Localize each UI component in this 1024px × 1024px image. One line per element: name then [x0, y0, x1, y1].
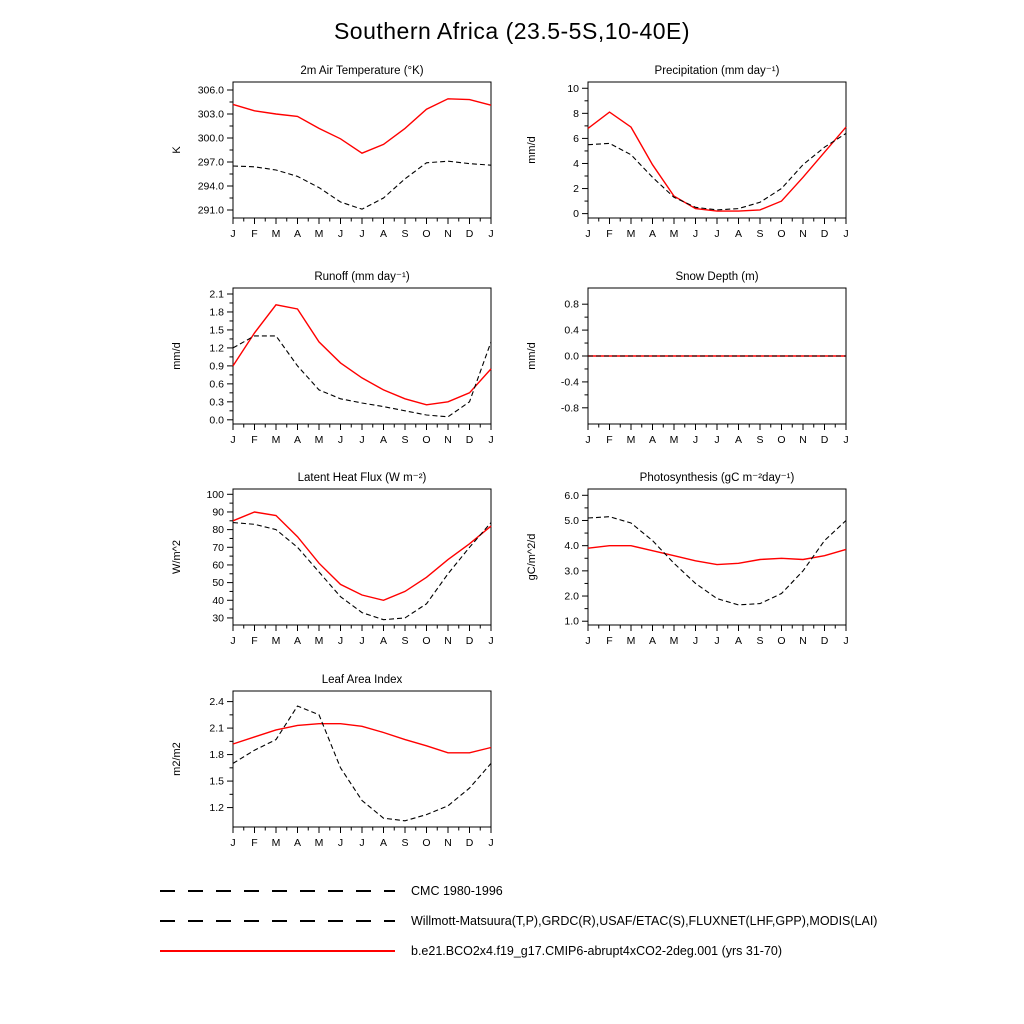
svg-text:A: A — [379, 837, 388, 849]
legend-row-model — [160, 936, 877, 966]
svg-text:F: F — [251, 434, 258, 446]
svg-text:A: A — [734, 434, 743, 446]
svg-text:70: 70 — [212, 541, 224, 554]
svg-text:J: J — [359, 434, 365, 446]
svg-text:4: 4 — [573, 157, 579, 170]
page-title: Southern Africa (23.5-5S,10-40E) — [333, 18, 691, 44]
svg-text:J: J — [843, 228, 849, 240]
svg-text:A: A — [379, 635, 388, 647]
svg-text:303.0: 303.0 — [197, 108, 224, 121]
svg-text:J: J — [692, 228, 699, 240]
svg-text:0: 0 — [573, 208, 579, 221]
svg-text:Photosynthesis (gC m⁻²day⁻¹): Photosynthesis (gC m⁻²day⁻¹) — [639, 472, 795, 484]
svg-text:M: M — [271, 228, 281, 240]
svg-text:N: N — [444, 837, 452, 849]
svg-text:W/m^2: W/m^2 — [171, 540, 183, 574]
svg-text:A: A — [648, 228, 657, 240]
svg-text:0.4: 0.4 — [564, 324, 579, 337]
svg-text:A: A — [648, 434, 657, 446]
svg-text:S: S — [401, 635, 409, 647]
svg-text:3.0: 3.0 — [564, 565, 579, 578]
svg-text:2.0: 2.0 — [564, 590, 579, 603]
svg-text:D: D — [465, 228, 474, 240]
svg-text:M: M — [314, 228, 324, 240]
svg-text:S: S — [756, 228, 764, 240]
svg-text:K: K — [171, 146, 183, 154]
svg-text:gC/m^2/d: gC/m^2/d — [526, 533, 538, 581]
svg-text:0.9: 0.9 — [209, 360, 224, 373]
legend-row-obs-willmott — [160, 906, 877, 936]
svg-text:80: 80 — [212, 524, 224, 537]
svg-text:A: A — [379, 228, 388, 240]
svg-text:F: F — [606, 635, 613, 647]
svg-text:J: J — [843, 434, 849, 446]
svg-text:J: J — [585, 228, 591, 240]
svg-text:300.0: 300.0 — [197, 132, 224, 145]
svg-text:A: A — [648, 635, 657, 647]
svg-text:M: M — [314, 434, 324, 446]
legend-label: CMC 1980-1996 — [411, 884, 503, 898]
chart-svg — [165, 671, 501, 859]
svg-text:D: D — [465, 837, 474, 849]
svg-text:J: J — [230, 228, 236, 240]
chart-latent-heat-flux — [165, 469, 501, 657]
chart-leaf-area-index — [165, 671, 501, 859]
svg-text:30: 30 — [212, 612, 224, 625]
chart-2m-air-temperature — [165, 62, 501, 250]
svg-text:S: S — [401, 434, 409, 446]
svg-text:1.2: 1.2 — [209, 802, 224, 815]
svg-text:D: D — [820, 228, 829, 240]
svg-text:J: J — [359, 635, 365, 647]
svg-text:2m Air Temperature (°K): 2m Air Temperature (°K) — [300, 65, 424, 77]
legend — [160, 876, 877, 966]
svg-text:mm/d: mm/d — [526, 342, 538, 370]
svg-text:J: J — [230, 635, 236, 647]
svg-text:J: J — [230, 837, 236, 849]
svg-text:N: N — [444, 434, 452, 446]
svg-text:Latent Heat Flux (W m⁻²): Latent Heat Flux (W m⁻²) — [297, 472, 427, 484]
svg-text:J: J — [585, 434, 591, 446]
svg-text:A: A — [734, 635, 743, 647]
svg-text:306.0: 306.0 — [197, 84, 224, 97]
svg-text:N: N — [444, 228, 452, 240]
svg-text:m2/m2: m2/m2 — [171, 742, 183, 776]
svg-text:10: 10 — [567, 82, 579, 95]
chart-svg — [165, 268, 501, 456]
svg-text:J: J — [692, 635, 699, 647]
chart-runoff — [165, 268, 501, 456]
svg-text:50: 50 — [212, 577, 224, 590]
svg-text:M: M — [314, 837, 324, 849]
svg-text:N: N — [799, 434, 807, 446]
svg-text:Snow Depth (m): Snow Depth (m) — [675, 271, 759, 283]
svg-text:F: F — [251, 228, 258, 240]
svg-text:O: O — [777, 635, 786, 647]
svg-text:J: J — [843, 635, 849, 647]
svg-text:J: J — [692, 434, 699, 446]
svg-text:Runoff (mm day⁻¹): Runoff (mm day⁻¹) — [314, 271, 410, 283]
svg-text:O: O — [422, 434, 431, 446]
svg-text:N: N — [799, 635, 807, 647]
svg-text:90: 90 — [212, 506, 224, 519]
svg-text:O: O — [777, 434, 786, 446]
svg-text:A: A — [293, 635, 302, 647]
svg-text:D: D — [820, 434, 829, 446]
svg-text:F: F — [606, 228, 613, 240]
svg-text:J: J — [714, 434, 720, 446]
svg-text:J: J — [585, 635, 591, 647]
svg-text:1.8: 1.8 — [209, 749, 224, 762]
svg-text:J: J — [488, 635, 494, 647]
svg-text:M: M — [626, 635, 636, 647]
svg-text:O: O — [777, 228, 786, 240]
svg-text:M: M — [271, 635, 281, 647]
svg-text:M: M — [271, 434, 281, 446]
svg-text:S: S — [756, 434, 764, 446]
svg-text:F: F — [251, 635, 258, 647]
svg-text:6.0: 6.0 — [564, 489, 579, 502]
svg-text:297.0: 297.0 — [197, 156, 224, 169]
svg-text:0.0: 0.0 — [209, 414, 224, 427]
svg-text:J: J — [488, 837, 494, 849]
svg-text:2.1: 2.1 — [209, 722, 224, 735]
chart-snow-depth — [520, 268, 856, 456]
chart-svg — [520, 268, 856, 456]
svg-text:0.3: 0.3 — [209, 396, 224, 409]
svg-text:N: N — [799, 228, 807, 240]
dashed-line-swatch — [160, 890, 395, 892]
svg-text:60: 60 — [212, 559, 224, 572]
svg-text:M: M — [626, 228, 636, 240]
svg-text:A: A — [293, 837, 302, 849]
svg-text:2.1: 2.1 — [209, 288, 224, 301]
legend-row-obs-cmc — [160, 876, 877, 906]
svg-text:M: M — [314, 635, 324, 647]
svg-text:O: O — [422, 228, 431, 240]
svg-text:D: D — [465, 434, 474, 446]
chart-precipitation — [520, 62, 856, 250]
svg-text:S: S — [401, 837, 409, 849]
svg-text:D: D — [820, 635, 829, 647]
svg-text:M: M — [669, 635, 679, 647]
svg-text:A: A — [734, 228, 743, 240]
svg-text:A: A — [293, 434, 302, 446]
svg-text:F: F — [606, 434, 613, 446]
svg-text:N: N — [444, 635, 452, 647]
svg-text:1.2: 1.2 — [209, 342, 224, 355]
svg-text:M: M — [626, 434, 636, 446]
chart-svg — [520, 62, 856, 250]
svg-text:mm/d: mm/d — [171, 342, 183, 370]
svg-text:1.8: 1.8 — [209, 306, 224, 319]
chart-photosynthesis — [520, 469, 856, 657]
svg-text:1.5: 1.5 — [209, 775, 224, 788]
solid-line-swatch — [160, 950, 395, 952]
svg-text:J: J — [359, 228, 365, 240]
svg-text:J: J — [714, 635, 720, 647]
svg-text:40: 40 — [212, 594, 224, 607]
svg-text:J: J — [714, 228, 720, 240]
svg-text:Leaf Area Index: Leaf Area Index — [321, 674, 403, 686]
svg-text:J: J — [488, 228, 494, 240]
svg-text:A: A — [293, 228, 302, 240]
svg-text:J: J — [337, 228, 344, 240]
svg-text:6: 6 — [573, 132, 579, 145]
svg-text:D: D — [465, 635, 474, 647]
svg-text:2.4: 2.4 — [209, 696, 224, 709]
svg-text:S: S — [401, 228, 409, 240]
legend-label: Willmott-Matsuura(T,P),GRDC(R),USAF/ETAC(S),FLUXNET(LHF,GPP),MODIS(LAI) — [411, 914, 878, 928]
svg-text:8: 8 — [573, 107, 579, 120]
svg-text:1.5: 1.5 — [209, 324, 224, 337]
svg-text:M: M — [669, 228, 679, 240]
svg-text:O: O — [422, 635, 431, 647]
svg-text:A: A — [379, 434, 388, 446]
svg-text:1.0: 1.0 — [564, 615, 579, 628]
svg-text:0.0: 0.0 — [564, 350, 579, 363]
chart-svg — [165, 62, 501, 250]
svg-text:J: J — [337, 635, 344, 647]
svg-text:0.8: 0.8 — [564, 298, 579, 311]
chart-svg — [165, 469, 501, 657]
svg-text:J: J — [337, 434, 344, 446]
svg-text:5.0: 5.0 — [564, 514, 579, 527]
svg-text:J: J — [337, 837, 344, 849]
svg-text:J: J — [230, 434, 236, 446]
svg-text:-0.4: -0.4 — [560, 376, 579, 389]
svg-text:mm/d: mm/d — [526, 136, 538, 164]
svg-text:M: M — [669, 434, 679, 446]
svg-text:0.6: 0.6 — [209, 378, 224, 391]
svg-text:J: J — [359, 837, 365, 849]
svg-text:100: 100 — [206, 488, 224, 501]
svg-text:294.0: 294.0 — [197, 180, 224, 193]
svg-text:291.0: 291.0 — [197, 204, 224, 217]
svg-text:O: O — [422, 837, 431, 849]
svg-text:Precipitation (mm day⁻¹): Precipitation (mm day⁻¹) — [654, 65, 780, 77]
legend-label: b.e21.BCO2x4.f19_g17.CMIP6-abrupt4xCO2-2deg.001 (yrs 31-70) — [411, 944, 783, 958]
dashed-line-swatch — [160, 920, 395, 922]
svg-text:M: M — [271, 837, 281, 849]
svg-text:F: F — [251, 837, 258, 849]
svg-text:J: J — [488, 434, 494, 446]
svg-text:-0.8: -0.8 — [560, 402, 579, 415]
svg-text:S: S — [756, 635, 764, 647]
chart-svg — [520, 469, 856, 657]
svg-text:2: 2 — [573, 183, 579, 196]
svg-text:4.0: 4.0 — [564, 540, 579, 553]
